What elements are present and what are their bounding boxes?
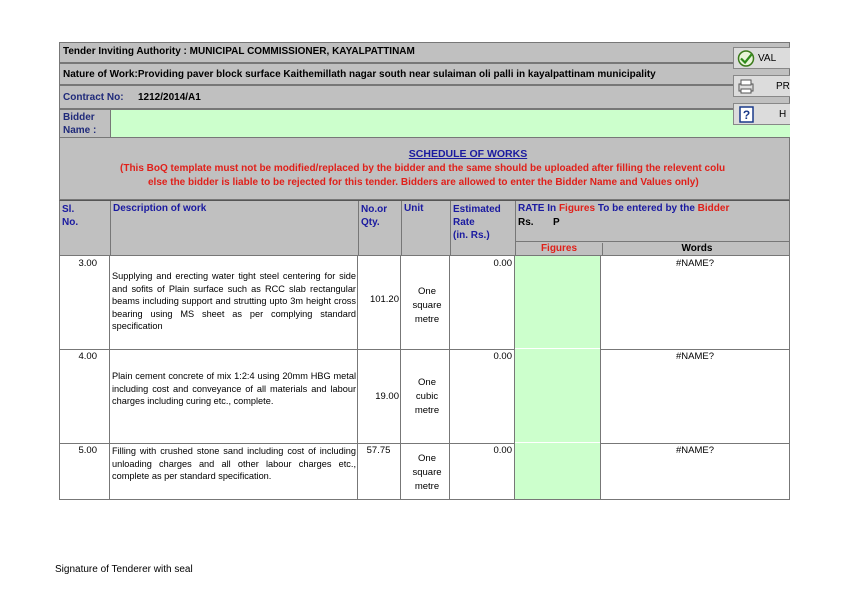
col-qty-line1: No.or [361, 204, 388, 215]
col-est-line2: Rate [453, 217, 475, 228]
bidder-row [59, 109, 790, 138]
item-estimated-rate: 0.00 [493, 351, 512, 362]
validate-button[interactable] [733, 47, 793, 69]
subheader-words: Words [602, 243, 791, 256]
item-estimated-rate: 0.00 [493, 258, 512, 269]
contract-number: 1212/2014/A1 [138, 92, 201, 103]
col-unit [401, 201, 450, 255]
validate-label: VAL [758, 53, 777, 64]
col-estimated-rate [450, 201, 515, 255]
print-button[interactable] [733, 75, 793, 97]
schedule-title: SCHEDULE OF WORKS [408, 148, 528, 160]
help-button[interactable] [733, 103, 793, 125]
authority-text: Tender Inviting Authority : MUNICIPAL COMMISSIONER, KAYALPATTINAM [63, 46, 415, 57]
check-icon [736, 50, 756, 67]
col-sl [62, 203, 78, 229]
contract-label: Contract No: [63, 92, 124, 103]
item-qty: 57.75 [366, 445, 391, 456]
item-unit: One square metre [412, 453, 442, 492]
rate-figures-input[interactable] [515, 256, 600, 348]
item-sl: 5.00 [78, 445, 97, 456]
schedule-warning-line2: else the bidder is liable to be rejected for this tender. Bidders are allowed to enter the Bidder Name and Values only) [148, 177, 699, 188]
bidder-name-input[interactable] [110, 110, 790, 137]
rate-rs-label: Rs. [518, 217, 534, 228]
rate-figures-input[interactable] [515, 349, 600, 442]
col-qty [358, 201, 401, 255]
col-sl-line2: No. [62, 217, 79, 228]
printer-icon [736, 78, 756, 95]
table-row [60, 256, 789, 350]
rate-heading-a: RATE In [518, 203, 559, 214]
col-est-line3: (in. Rs.) [453, 230, 490, 241]
subheader-figures: Figures [540, 243, 578, 254]
contract-row [59, 85, 790, 109]
signature-label: Signature of Tenderer with seal [55, 564, 193, 575]
items-table [59, 256, 790, 500]
column-header-row [59, 200, 790, 256]
rate-heading-c: To be entered by the [595, 203, 698, 214]
help-icon [736, 106, 756, 123]
col-description [110, 201, 358, 255]
schedule-banner [59, 138, 790, 200]
item-qty: 19.00 [375, 391, 399, 402]
item-sl: 3.00 [78, 258, 97, 269]
nature-of-work-text: Nature of Work:Providing paver block surface Kaithemillath nagar south near sulaiman oli palli in kayalpattinam municipality [63, 69, 656, 80]
item-description: Supplying and erecting water tight steel centering for side and sofits of Plain surface such as RCC slab rectangular beams including support and strutting upto 3m height cross bearing using MS sheet as per complying standard specification [112, 271, 356, 331]
item-description: Plain cement concrete of mix 1:2:4 using 20mm HBG metal including cost and conveyance of all materials and labour charges including curing etc., complete. [112, 371, 356, 406]
rate-words-cell: #NAME? [675, 351, 714, 362]
table-row [60, 349, 789, 444]
svg-text:?: ? [742, 108, 751, 122]
bidder-label-line2: Name : [63, 125, 97, 136]
col-qty-line2: Qty. [361, 217, 380, 228]
item-unit: One square metre [412, 286, 442, 325]
authority-row [59, 42, 790, 63]
col-description-label: Description of work [113, 203, 207, 214]
page-edge-mask [790, 0, 842, 595]
item-description: Filling with crushed stone sand including cost of including unloading charges and all other labour charges etc., complete as per standard specification. [112, 446, 356, 481]
rate-words-cell: #NAME? [675, 445, 714, 456]
print-label: PR [776, 81, 790, 92]
col-sl-line1: Sl. [62, 204, 75, 215]
item-unit: One cubic metre [414, 377, 440, 416]
col-unit-label: Unit [404, 203, 424, 214]
rate-heading-d: Bidder [697, 203, 730, 214]
nature-row [59, 63, 790, 85]
rate-figures-input[interactable] [515, 443, 600, 499]
rate-heading-b: Figures [558, 203, 596, 214]
bidder-label-line1: Bidder [63, 112, 95, 123]
table-row [60, 443, 789, 499]
schedule-warning-line1: (This BoQ template must not be modified/replaced by the bidder and the same should be uploaded after filling the relevent colu [120, 163, 726, 174]
item-estimated-rate: 0.00 [493, 445, 512, 456]
col-rate-group [515, 201, 789, 255]
help-label: H [779, 109, 787, 120]
col-est-line1: Estimated [453, 204, 501, 215]
rate-subheader [516, 241, 790, 256]
rate-words-cell: #NAME? [675, 258, 714, 269]
item-qty: 101.20 [369, 294, 399, 305]
rate-p-label: P [553, 217, 560, 228]
item-sl: 4.00 [78, 351, 97, 362]
